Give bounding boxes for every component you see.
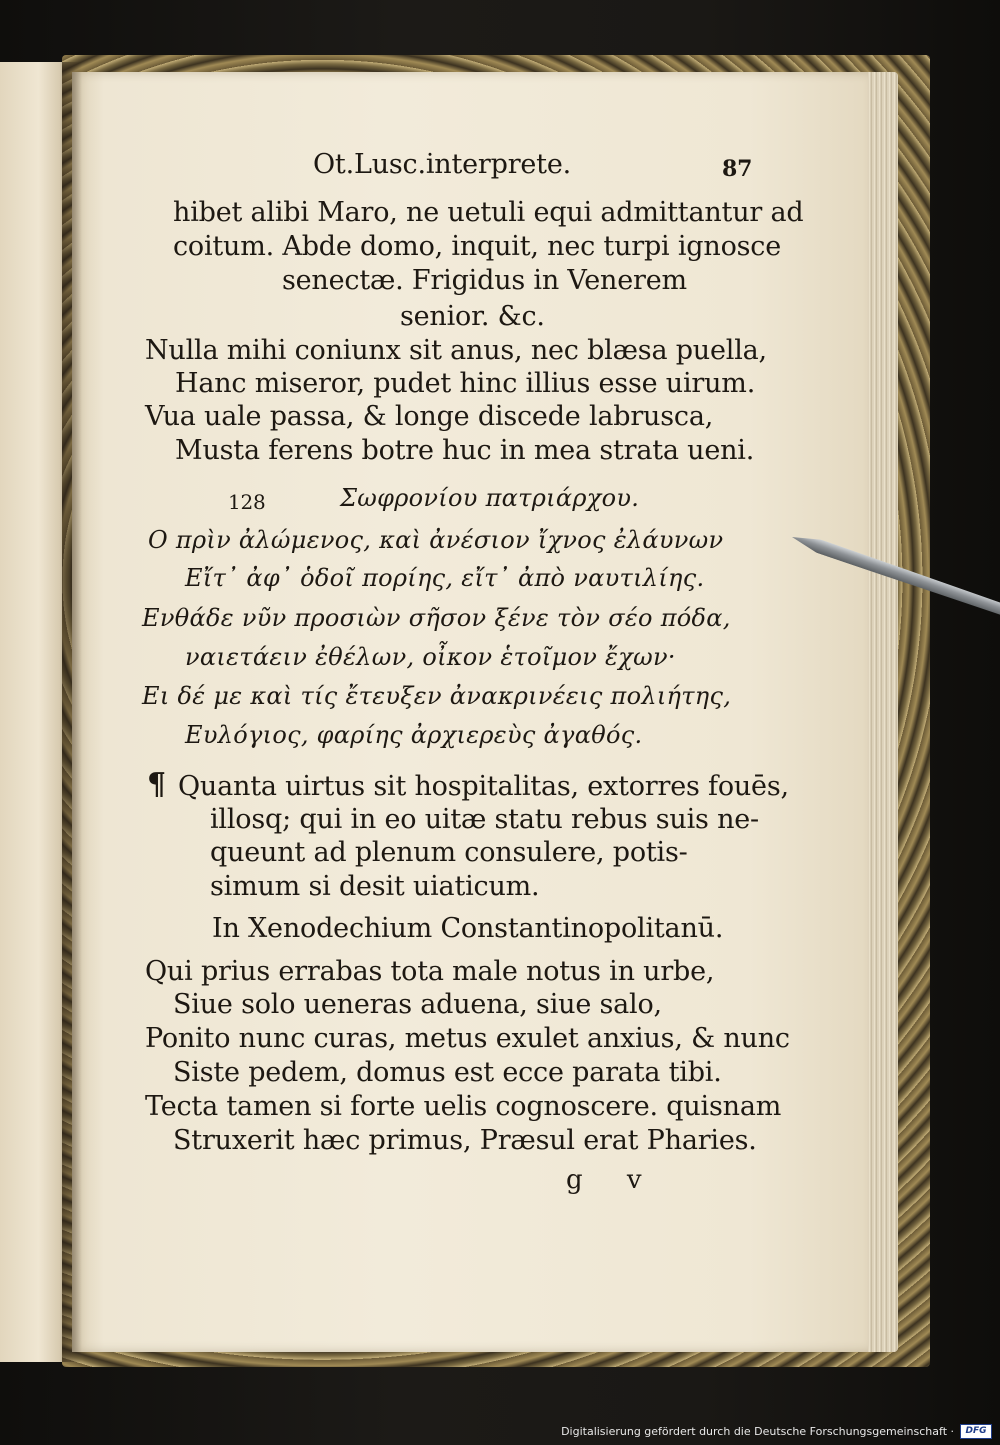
commentary-line-1: hibet alibi Maro, ne uetuli equi admittantur ad — [173, 197, 804, 228]
epigram-line-4: ναιετάειν ἐθέλων, οἶκον ἑτοῖμον ἔχων· — [185, 643, 676, 671]
note-line-1: Quanta uirtus sit hospitalitas, extorres fouēs, — [178, 771, 789, 802]
poem2-title: In Xenodechium Constantinopolitanū. — [212, 913, 724, 944]
epigram-line-3: Ενθάδε νῦν προσιὼν σῆσον ξένε τὸν σέο πόδα, — [142, 604, 731, 632]
epigram-line-6: Ευλόγιος, φαρίης ἀρχιερεὺς ἀγαθός. — [185, 721, 643, 749]
folio-number: 87 — [722, 156, 753, 182]
poem1-line-1: Nulla mihi coniunx sit anus, nec blæsa puella, — [145, 335, 767, 366]
commentary-line-3: senectæ. Frigidus in Venerem — [282, 265, 687, 296]
poem2-line-4: Siste pedem, domus est ecce parata tibi. — [173, 1057, 722, 1088]
dfg-logo-icon: DFG — [960, 1424, 992, 1439]
gutter-shadow — [62, 62, 82, 1362]
poem2-line-3: Ponito nunc curas, metus exulet anxius, & nunc — [145, 1023, 790, 1054]
epigram-line-1: Ο πρὶν ἀλώμενος, καὶ ἀνέσιον ἴχνος ἐλάυνων — [148, 526, 724, 554]
epigram-title: Σωφρονίου πατριάρχου. — [340, 484, 640, 512]
pilcrow-marker: ¶ — [147, 767, 166, 802]
poem2-line-1: Qui prius errabas tota male notus in urbe, — [145, 956, 715, 987]
note-line-4: simum si desit uiaticum. — [210, 871, 540, 902]
running-head: Ot.Lusc.interprete. — [313, 149, 571, 180]
poem2-line-6: Struxerit hæc primus, Præsul erat Pharies. — [173, 1125, 757, 1156]
funding-notice: Digitalisierung gefördert durch die Deutsche Forschungsgemeinschaft · — [561, 1424, 954, 1438]
signature-mark: g v — [566, 1165, 660, 1195]
note-line-3: queunt ad plenum consulere, potis- — [210, 837, 688, 868]
commentary-line-4: senior. &c. — [400, 301, 545, 332]
epigram-line-2: Εἴτ᾽ ἀφ᾽ ὁδοῖ πορίης, εἴτ᾽ ἀπὸ ναυτιλίης. — [185, 564, 705, 592]
commentary-line-2: coitum. Abde domo, inquit, nec turpi ignosce — [173, 231, 781, 262]
poem1-line-3: Vua uale passa, & longe discede labrusca, — [145, 401, 714, 432]
epigram-number: 128 — [228, 490, 266, 514]
note-line-2: illosq; qui in eo uitæ statu rebus suis ne- — [210, 804, 759, 835]
footer-bar — [561, 1421, 992, 1441]
epigram-line-5: Ει δέ με καὶ τίς ἔτευξεν ἀνακρινέεις πολιήτης, — [142, 682, 732, 710]
poem1-line-4: Musta ferens botre huc in mea strata ueni. — [175, 435, 755, 466]
poem2-line-5: Tecta tamen si forte uelis cognoscere. quisnam — [145, 1091, 782, 1122]
poem1-line-2: Hanc miseror, pudet hinc illius esse uirum. — [175, 368, 756, 399]
poem2-line-2: Siue solo ueneras aduena, siue salo, — [173, 989, 662, 1020]
